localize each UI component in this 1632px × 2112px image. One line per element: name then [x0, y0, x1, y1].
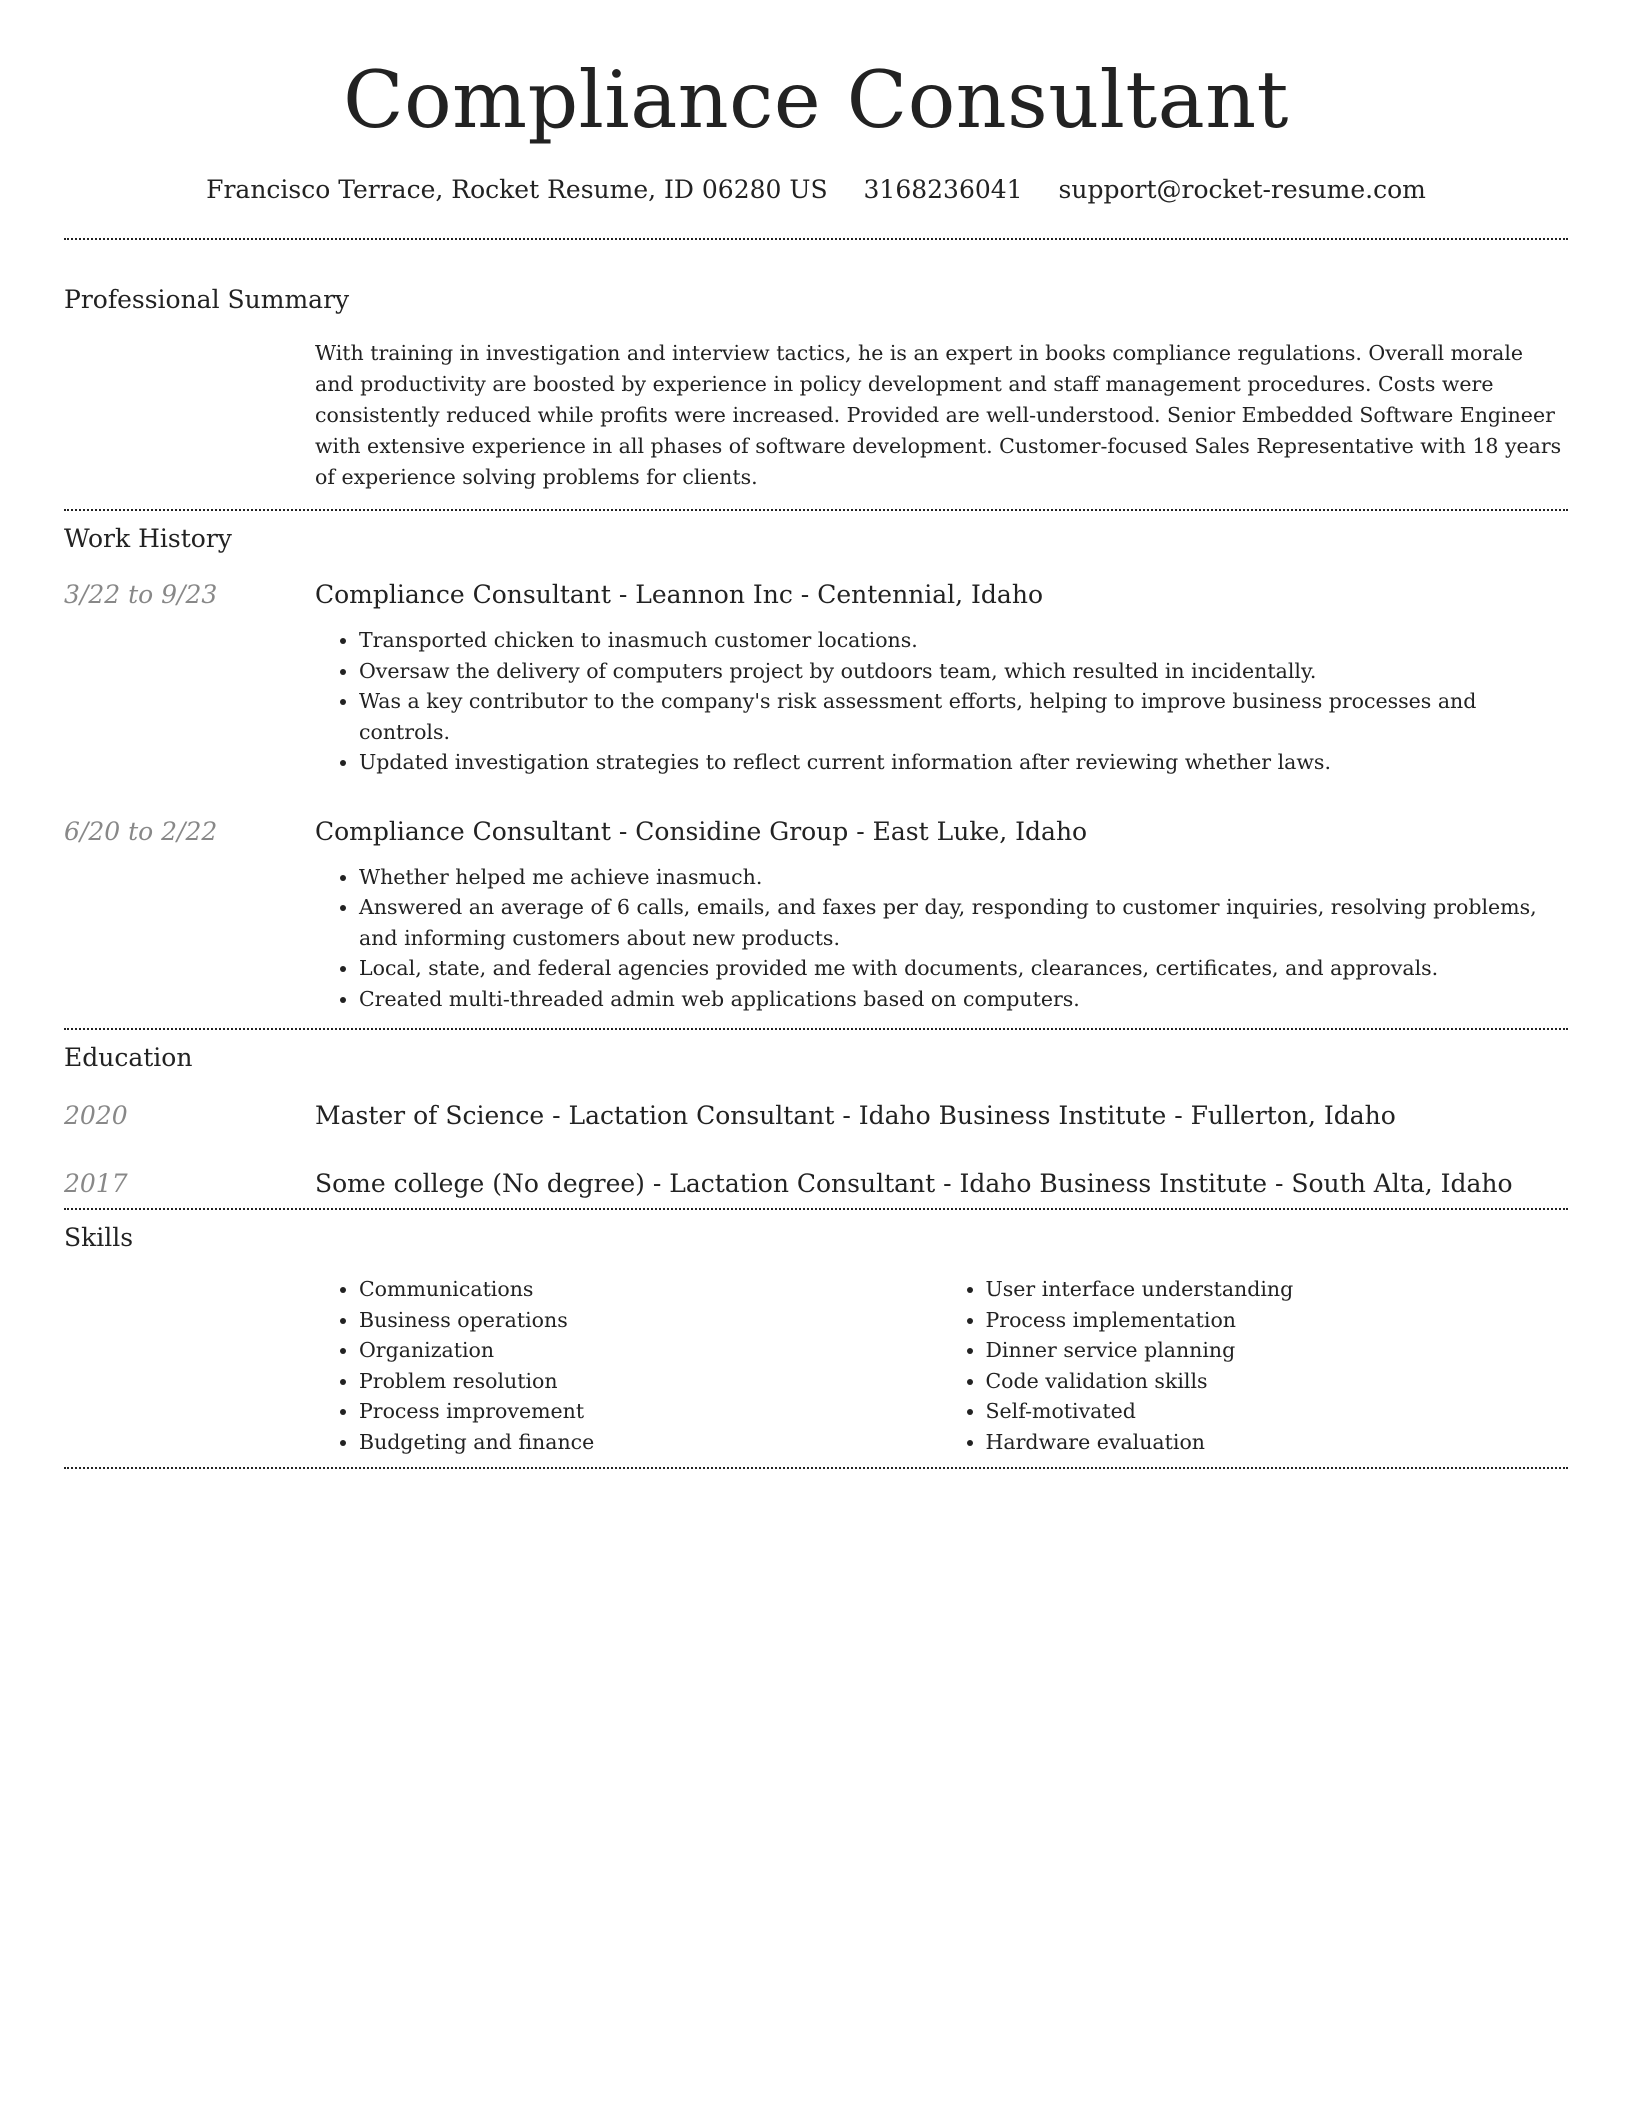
education-year: 2020 — [64, 1101, 128, 1130]
skills-list-right — [942, 1274, 1569, 1457]
job-bullet: • Whether helped me achieve inasmuch. — [359, 862, 1568, 893]
job-dates: 6/20 to 2/22 — [64, 816, 218, 846]
job-title: Compliance Consultant - Considine Group - East Luke, Idaho — [315, 816, 1088, 846]
job-bullet: • Updated investigation strategies to reflect current information after reviewing whether laws. — [359, 747, 1568, 778]
education-title: Master of Science - Lactation Consultant - Idaho Business Institute - Fullerton, Idaho — [315, 1101, 1396, 1130]
skill-item: • Process improvement — [359, 1396, 942, 1427]
education-body — [315, 1100, 1568, 1132]
skill-item: • User interface understanding — [986, 1274, 1569, 1305]
skill-item: • Self-motivated — [986, 1396, 1569, 1427]
skill-item: • Budgeting and finance — [359, 1427, 942, 1458]
skill-item: • Problem resolution — [359, 1366, 942, 1397]
contact-phone: 3168236041 — [863, 175, 1023, 204]
job-title: Compliance Consultant - Leannon Inc - Centennial, Idaho — [315, 580, 1043, 609]
section-divider — [64, 1208, 1568, 1210]
resume-page — [64, 0, 1568, 1469]
skill-item: • Process implementation — [986, 1305, 1569, 1336]
skills-heading: Skills — [64, 1223, 134, 1252]
contact-address: Francisco Terrace, Rocket Resume, ID 06280 US — [206, 175, 828, 204]
section-divider — [64, 1028, 1568, 1030]
job-bullet: • Was a key contributor to the company's risk assessment efforts, helping to improve business processes and controls. — [359, 686, 1568, 747]
skill-item: • Dinner service planning — [986, 1335, 1569, 1366]
skill-item: • Communications — [359, 1274, 942, 1305]
job-bullet: • Answered an average of 6 calls, emails, and faxes per day, responding to customer inquiries, resolving problems, and informing customers about new products. — [359, 892, 1568, 953]
summary-text: With training in investigation and interview tactics, he is an expert in books compliance regulations. Overall morale and productivity are boosted by experience in policy development and staff management procedures. Costs were consistently reduced while profits were increased. Provided are well-understood. Senior Embedded Software Engineer with extensive experience in all phases of software development. Customer-focused Sales Representative with 18 years of experience solving problems for clients. — [315, 341, 1562, 489]
education-body — [315, 1168, 1568, 1200]
skill-item: • Hardware evaluation — [986, 1427, 1569, 1458]
job-entry — [64, 816, 1568, 1029]
skill-item: • Organization — [359, 1335, 942, 1366]
skill-item: • Code validation skills — [986, 1366, 1569, 1397]
skills-list-left — [315, 1274, 942, 1457]
education-entry — [64, 1168, 1568, 1208]
job-bullet: • Created multi-threaded admin web applications based on computers. — [359, 984, 1568, 1015]
section-divider — [64, 238, 1568, 240]
skills-columns — [315, 1274, 1568, 1467]
education-heading: Education — [64, 1043, 193, 1072]
work-history-heading: Work History — [64, 524, 232, 553]
skills-section — [64, 1222, 1568, 1467]
job-bullets — [315, 625, 1568, 778]
job-entry — [64, 579, 1568, 778]
education-section — [64, 1042, 1568, 1208]
education-title: Some college (No degree) - Lactation Consultant - Idaho Business Institute - South Alta, Idaho — [315, 1169, 1513, 1198]
summary-section — [64, 284, 1568, 509]
section-divider — [64, 509, 1568, 511]
job-dates: 3/22 to 9/23 — [64, 580, 218, 609]
work-history-section — [64, 523, 1568, 1028]
job-bullet: • Local, state, and federal agencies provided me with documents, clearances, certificates, and approvals. — [359, 953, 1568, 984]
skill-item: • Business operations — [359, 1305, 942, 1336]
candidate-name: Compliance Consultant — [343, 54, 1289, 146]
job-bullet: • Oversaw the delivery of computers project by outdoors team, which resulted in incidentally. — [359, 656, 1568, 687]
job-body — [315, 816, 1568, 1015]
summary-heading: Professional Summary — [64, 285, 350, 314]
job-bullet: • Transported chicken to inasmuch customer locations. — [359, 625, 1568, 656]
section-divider — [64, 1467, 1568, 1469]
job-body — [315, 579, 1568, 778]
contact-line — [64, 174, 1568, 206]
education-year: 2017 — [64, 1169, 128, 1198]
contact-email: support@rocket-resume.com — [1058, 175, 1426, 204]
job-bullets — [315, 862, 1568, 1015]
education-entry — [64, 1100, 1568, 1132]
